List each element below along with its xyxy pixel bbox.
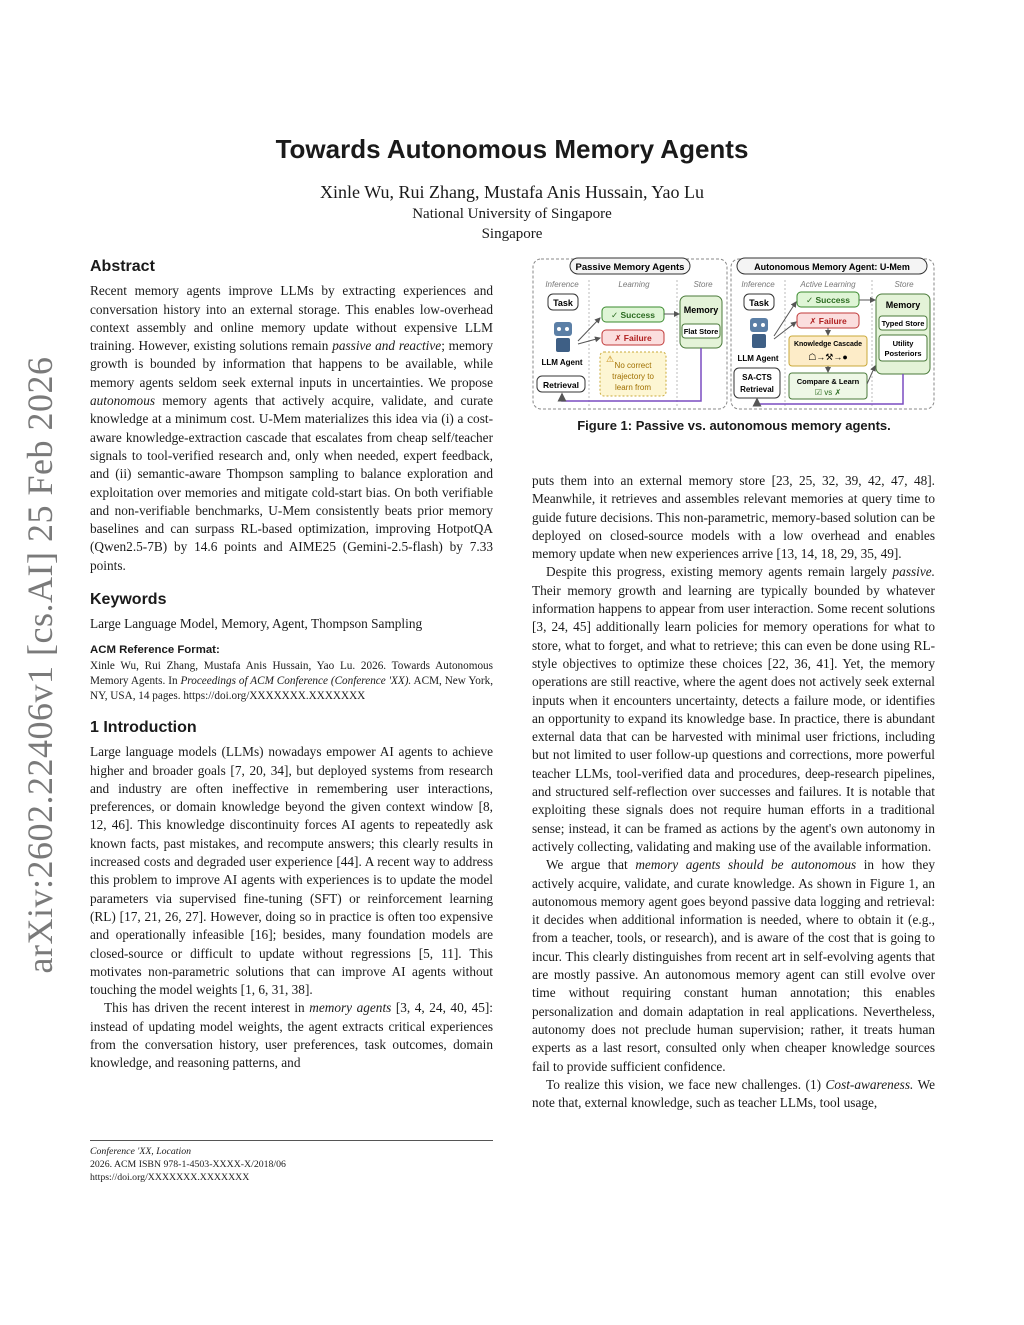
passive-inference-label: Inference [545,280,579,289]
paper-title: Towards Autonomous Memory Agents [275,134,749,164]
affiliation: National University of Singapore [412,206,612,222]
footnote-rule [90,1140,493,1141]
utility-label: Utility [892,339,914,348]
knowledge-cascade-label: Knowledge Cascade [793,341,863,348]
intro-heading: 1 Introduction [90,718,197,736]
keywords-heading: Keywords [90,591,167,609]
acm-ref-text: Xinle Wu, Rui Zhang, Mustafa Anis Hussain, Yao Lu. 2026. Towards Autonomous Memory Agents. In Proceedings of ACM Conference (Conference 'XX). ACM, New York, NY, USA, 14 pages. https://doi.org/XXXXXXX.XXXXXXX [90,659,494,702]
task-label: Task [553,298,573,308]
arxiv-id: arXiv:2602.22406v1 [cs.AI] 25 Feb 2026 [20,356,60,974]
posteriors-label: Posteriors [884,349,922,358]
retrieval-label: Retrieval [543,380,579,390]
abstract-text: Recent memory agents improve LLMs by extracting experiences and conversation history into an external storage. This enables low-overhead context assembly and online memory update without expensive LLM training. However, existing solutions remain passive and reactive; memory growth is bounded by information that happens to be available, while memory agents seldom seek external inputs in uncertainties. We propose autonomous memory agents that actively acquire, validate, and curate knowledge at a minimum cost. U-Mem materializes this idea via (i) a cost-aware knowledge-extraction cascade that escalates from cheap self/teacher signals to tool-verified research and, only when needed, expert feedback, and (ii) semantic-aware Thompson sampling to balance exploration and exploitation over memories and mitigate cold-start bias. On both verifiable and non-verifiable benchmarks, U-Mem consistently beats prior memory baselines and can surpass RL-based optimization, improving HotpotQA (Qwen2.5-7B) by 14.6 points and AIME25 (Gemini-2.5-flash) by 7.33 points. [90,283,493,573]
location: Singapore [481,226,543,242]
intro-paragraph-2: This has driven the recent interest in memory agents [3, 4, 24, 40, 45]: instead of updating model weights, the agent extracts critical experiences from the conversation history, user preferences, task outcomes, domain knowledge, and reasoning patterns, and [90,1000,494,1071]
svg-text:Inference: Inference [741,280,775,289]
acm-ref-heading: ACM Reference Format: [90,643,220,656]
compare-learn-label: Compare & Learn [796,377,860,386]
passive-learning-label: Learning [618,280,650,289]
figure-1 [532,256,936,412]
passive-title: Passive Memory Agents [575,262,685,273]
author-list: Xinle Wu, Rui Zhang, Mustafa Anis Hussain, Yao Lu [320,182,704,202]
svg-text:trajectory to: trajectory to [612,372,654,381]
right-paragraph-4: To realize this vision, we face new challenges. (1) Cost-awareness. We note that, external knowledge, such as teacher LLMs, tool usage, [532,1076,935,1111]
compare-icons: ☑ vs ✗ [814,388,842,397]
figure-diagram [532,256,936,412]
flat-store-label: Flat Store [683,327,719,336]
warning-icon: ⚠ [606,354,615,364]
footnote: Conference 'XX, Location 2026. ACM ISBN 978-1-4503-XXXX-X/2018/06 https://doi.org/XXXXXXX.XXXXXXX [90,1146,286,1183]
keywords-text: Large Language Model, Memory, Agent, Thompson Sampling [90,616,423,632]
sa-cts-label: SA-CTS [742,373,772,382]
cascade-icons: ☖→⚒→● [808,352,848,362]
memory-box [680,296,722,348]
left-column [90,258,493,1073]
right-paragraph-2: Despite this progress, existing memory agents remain largely passive. Their memory growth and learning are typically bounded by whatever information happens to appear from user interaction. Some recent solutions [3, 24, 45] additionally learn policies for memory operations for what to store, what to forget, and what to retrieve; this can even be done using RL-style objectives to optimize these choices [22, 36, 41]. Yet, the memory operations are still reactive, where the agent does not actively seek external inputs when it encounters uncertainty, detects a failure mode, or identifies an opportunity to expand its knowledge base. In practice, there is abundant external data that can be harvested with minimal user frictions, including but not limited to user follow-up questions and corrections, more powerful teacher LLMs, tool-verified data and procedures, deep-research pipelines, and structured self-reflection over successes and failures. It is notable that exploiting these signals does not require human efforts in a traditional sense; instead, it can be framed as actions by the agent's own autonomy in actively collecting, validating and making use of the available information. [532,564,935,854]
arxiv-stamp [10,356,70,974]
right-column [532,472,935,1112]
figure-caption: Figure 1: Passive vs. autonomous memory agents. [577,418,891,433]
svg-text:✓ Success: ✓ Success [806,295,850,305]
svg-text:Task: Task [749,298,769,308]
typed-store-label: Typed Store [881,319,925,328]
right-paragraph-3: We argue that memory agents should be autonomous in how they actively acquire, validate, and curate knowledge. As shown in Figure 1, an autonomous memory agent goes beyond passive data logging and retrieval: it decides when additional information is needed, where to obtain it (e.g., from a teacher, tools, or research), and is aware of the cost that is going to incur. This clearly distinguishes from recent art in self-evolving agents that are mostly passive. An autonomous memory agent can still evolve over time without requiring constant human annotation; this enables personalization and domain adaptation in real applications. Nevertheless, autonomy does not preclude human supervision; rather, it treats human experts as a last resort, consulted only when cheaper knowledge sources fail to provide sufficient confidence. [532,857,936,1074]
svg-text:Store: Store [894,280,914,289]
failure-label: ✗ Failure [614,333,652,343]
svg-text:No correct: No correct [614,361,652,370]
success-label: ✓ Success [611,310,655,320]
passive-store-label: Store [693,280,713,289]
svg-text:Memory: Memory [885,300,921,310]
svg-text:Retrieval: Retrieval [740,385,774,394]
intro-paragraph-1: Large language models (LLMs) nowadays empower AI agents to achieve higher and broader goals [7, 20, 34], but deployed systems from research and industry are often ineffective in remembering user interactions, preferences, or domain knowledge beyond the given context window [8, 12, 46]. This knowledge discontinuity forces AI agents to repeatedly ask known facts, past mistakes, and recompute answers; this clearly results in increased costs and degraded user experience [44]. A recent way to address this problem to improve AI agents with experiences is to update the model parameters via supervised fine-tuning (SFT) or reinforcement learning (RL) [17, 21, 26, 27]. However, doing so in practice is often too expensive and operationally infeasible [16]; besides, many foundation models are closed-source or difficult to update without regressions [5, 11]. This motivates non-parametric solutions that can improve AI agents without touching the model weights [1, 6, 31, 38]. [90,744,493,998]
llm-agent-label: LLM Agent [541,358,583,367]
memory-label: Memory [683,305,719,315]
svg-text:learn from: learn from [614,383,652,392]
svg-text:✗ Failure: ✗ Failure [809,316,847,326]
abstract-heading: Abstract [90,258,155,275]
active-learning-label: Active Learning [800,280,856,289]
right-paragraph-1: puts them into an external memory store [23, 25, 32, 39, 42, 47, 48]. Meanwhile, it retrieves and assembles relevant memories at query time to guide future decisions. This non-parametric, memory-based solution can be deployed on closed-source models with a low overhead and enables memory update when new experiences arrive [13, 14, 18, 29, 35, 49]. [532,473,935,562]
svg-text:LLM Agent: LLM Agent [737,354,779,363]
autonomous-title: Autonomous Memory Agent: U-Mem [754,262,910,272]
